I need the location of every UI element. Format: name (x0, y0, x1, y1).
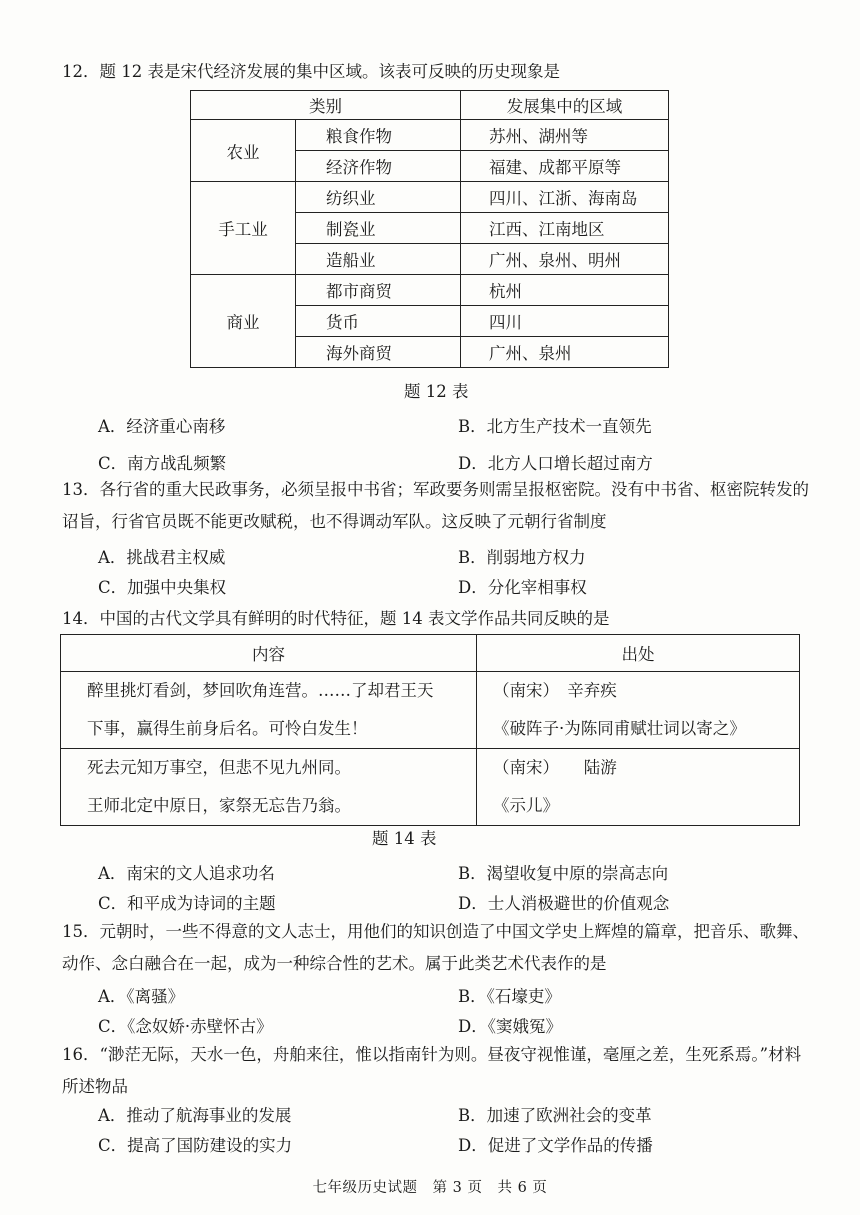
table-cell: 四川、江浙、海南岛 (461, 182, 669, 213)
table-cell: 广州、泉州 (461, 337, 669, 368)
source-cell (477, 672, 800, 749)
question-16-stem: 16．“渺茫无际，天水一色，舟舶来往，惟以指南针为则。昼夜守视惟谨，毫厘之差，生死系焉。”材料所述物品 (62, 1045, 802, 1096)
option-c[interactable]: C．加强中央集权 (98, 578, 227, 597)
table-header: 发展集中的区域 (461, 91, 669, 120)
poem-cell (61, 672, 477, 749)
poem-line: 下事，赢得生前身后名。可怜白发生！ (87, 719, 368, 738)
question-14-stem: 14．中国的古代文学具有鲜明的时代特征，题 14 表文学作品共同反映的是 (62, 609, 610, 628)
table-cell: 苏州、湖州等 (461, 120, 669, 151)
option-c[interactable]: C．和平成为诗词的主题 (98, 894, 276, 913)
poem-line: 醉里挑灯看剑，梦回吹角连营。……了却君王天 (87, 681, 434, 700)
poem-cell (61, 749, 477, 826)
option-b[interactable]: B．北方生产技术一直领先 (458, 417, 652, 436)
table-cell: 制瓷业 (296, 213, 461, 244)
category-cell: 手工业 (191, 182, 296, 275)
source-author: （南宋） 陆游 (493, 758, 617, 777)
table-cell: 广州、泉州、明州 (461, 244, 669, 275)
option-d[interactable]: D．《窦娥冤》 (458, 1017, 562, 1036)
poem-line: 死去元知万事空，但悲不见九州同。 (87, 758, 351, 777)
option-b[interactable]: B．渴望收复中原的崇高志向 (458, 864, 669, 883)
table-cell: 四川 (461, 306, 669, 337)
source-title: 《示儿》 (493, 796, 559, 815)
option-c[interactable]: C．南方战乱频繁 (98, 454, 227, 473)
table-cell: 福建、成都平原等 (461, 151, 669, 182)
option-a[interactable]: A．南宋的文人追求功名 (98, 864, 275, 883)
option-a[interactable]: A．经济重心南移 (98, 417, 226, 436)
category-cell: 商业 (191, 275, 296, 368)
source-cell (477, 749, 800, 826)
table-14 (60, 634, 800, 826)
table-cell: 粮食作物 (296, 120, 461, 151)
option-b[interactable]: B．加速了欧洲社会的变革 (458, 1106, 652, 1125)
table-header: 类别 (191, 91, 461, 120)
table-cell: 都市商贸 (296, 275, 461, 306)
option-c[interactable]: C．提高了国防建设的实力 (98, 1136, 293, 1155)
table-14-caption: 题 14 表 (372, 829, 437, 848)
category-cell: 农业 (191, 120, 296, 182)
table-cell: 海外商贸 (296, 337, 461, 368)
source-author: （南宋） 辛弃疾 (493, 681, 617, 700)
question-15-stem: 15．元朝时，一些不得意的文人志士，用他们的知识创造了中国文学史上辉煌的篇章，把音乐、歌舞、动作、念白融合在一起，成为一种综合性的艺术。属于此类艺术代表作的是 (62, 922, 809, 973)
table-header: 内容 (61, 635, 477, 672)
table-cell: 杭州 (461, 275, 669, 306)
table-12 (190, 90, 669, 368)
question-13-stem: 13．各行省的重大民政事务，必须呈报中书省；军政要务则需呈报枢密院。没有中书省、枢密院转发的诏旨，行省官员既不能更改赋税，也不得调动军队。这反映了元朝行省制度 (62, 480, 809, 531)
table-12-caption: 题 12 表 (404, 382, 469, 401)
option-d[interactable]: D．士人消极避世的价值观念 (458, 894, 670, 913)
option-a[interactable]: A．挑战君主权威 (98, 548, 226, 567)
question-12-stem: 12．题 12 表是宋代经济发展的集中区域。该表可反映的历史现象是 (62, 62, 560, 81)
option-d[interactable]: D．分化宰相事权 (458, 578, 587, 597)
table-cell: 江西、江南地区 (461, 213, 669, 244)
page-footer: 七年级历史试题 第 3 页 共 6 页 (312, 1180, 548, 1196)
table-header: 出处 (477, 635, 800, 672)
table-cell: 货币 (296, 306, 461, 337)
option-b[interactable]: B．《石壕吏》 (458, 987, 561, 1006)
source-title: 《破阵子·为陈同甫赋壮词以寄之》 (493, 719, 746, 738)
option-a[interactable]: A．《离骚》 (98, 987, 185, 1006)
poem-line: 王师北定中原日，家祭无忘告乃翁。 (87, 796, 351, 815)
option-c[interactable]: C．《念奴娇·赤壁怀古》 (98, 1017, 273, 1036)
option-d[interactable]: D．北方人口增长超过南方 (458, 454, 653, 473)
table-cell: 造船业 (296, 244, 461, 275)
option-b[interactable]: B．削弱地方权力 (458, 548, 586, 567)
table-cell: 纺织业 (296, 182, 461, 213)
table-cell: 经济作物 (296, 151, 461, 182)
option-a[interactable]: A．推动了航海事业的发展 (98, 1106, 292, 1125)
option-d[interactable]: D．促进了文学作品的传播 (458, 1136, 653, 1155)
